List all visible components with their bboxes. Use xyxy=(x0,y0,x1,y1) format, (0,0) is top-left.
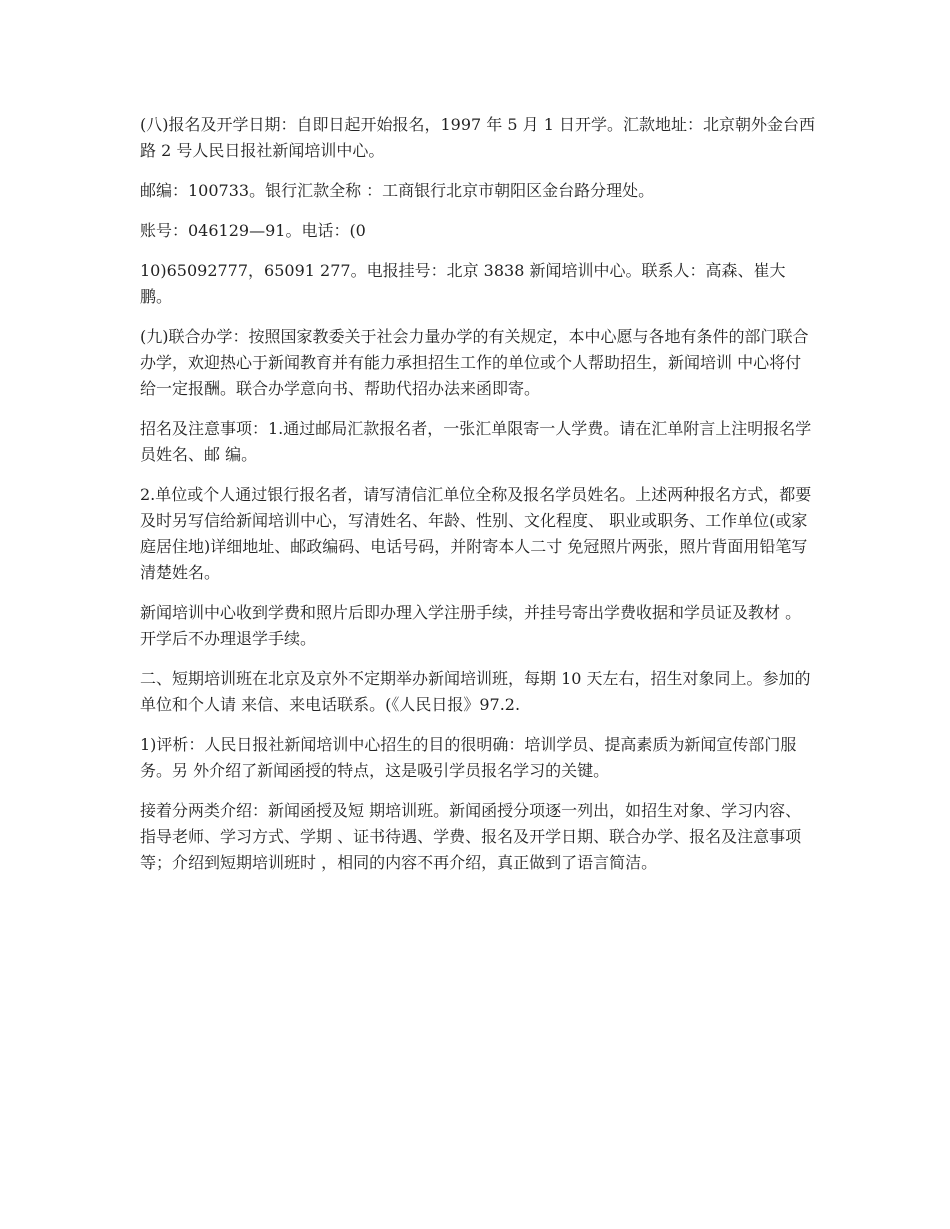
paragraph-short-term-class: 二、短期培训班在北京及京外不定期举办新闻培训班，每期 10 天左右，招生对象同上。参加的单位和个人请 来信、来电话联系。(《人民日报》97.2. xyxy=(140,669,811,714)
paragraph-enrollment-date: (八)报名及开学日期：自即日起开始报名，1997 年 5 月 1 日开学。汇款地址：北京朝外金台西路 2 号人民日报社新闻培训中心。 xyxy=(140,115,815,160)
paragraph-registration-notes-1: 招名及注意事项：1.通过邮局汇款报名者，一张汇单限寄一人学费。请在汇单附言上注明报名学员姓名、邮 编。 xyxy=(140,419,812,464)
paragraph-registration-notes-2: 2.单位或个人通过银行报名者，请写清信汇单位全称及报名学员姓名。上述两种报名方式，都要及时另写信给新闻培训中心，写清姓名、年龄、性别、文化程度、 职业或职务、工作单位(或家庭居住地)详细地址、邮政编码、电话号码，并附寄本人二寸 免冠照片两张，照片背面用铅笔写清楚姓名。 xyxy=(140,485,812,582)
paragraph-joint-school: (九)联合办学：按照国家教委关于社会力量办学的有关规定，本中心愿与各地有条件的部门联合办学，欢迎热心于新闻教育并有能力承担招生工作的单位或个人帮助招生，新闻培训 中心将付给一定报酬。联合办学意向书、帮助代招办法来函即寄。 xyxy=(140,327,809,398)
document-body xyxy=(140,112,815,890)
paragraph-commentary: 1)评析：人民日报社新闻培训中心招生的目的很明确：培训学员、提高素质为新闻宣传部门服务。另 外介绍了新闻函授的特点，这是吸引学员报名学习的关键。 xyxy=(140,735,797,780)
paragraph-summary: 接着分两类介绍：新闻函授及短 期培训班。新闻函授分项逐一列出，如招生对象、学习内容、指导老师、学习方式、学期 、证书待遇、学费、报名及开学日期、联合办学、报名及注意事项等；介绍到短期培训班时 ，相同的内容不再介绍，真正做到了语言简洁。 xyxy=(140,801,802,872)
paragraph-postcode-bank: 邮编：100733。银行汇款全称 ：工商银行北京市朝阳区金台路分理处。 xyxy=(140,181,655,200)
paragraph-phone-contacts: 10)65092777，65091 277。电报挂号：北京 3838 新闻培训中心。联系人：高森、崔大鹏。 xyxy=(140,261,786,306)
paragraph-enrollment-procedure: 新闻培训中心收到学费和照片后即办理入学注册手续，并挂号寄出学费收据和学员证及教材 。开学后不办理退学手续。 xyxy=(140,603,802,648)
paragraph-account-phone: 账号：046129—91。电话：(0 xyxy=(140,221,366,240)
